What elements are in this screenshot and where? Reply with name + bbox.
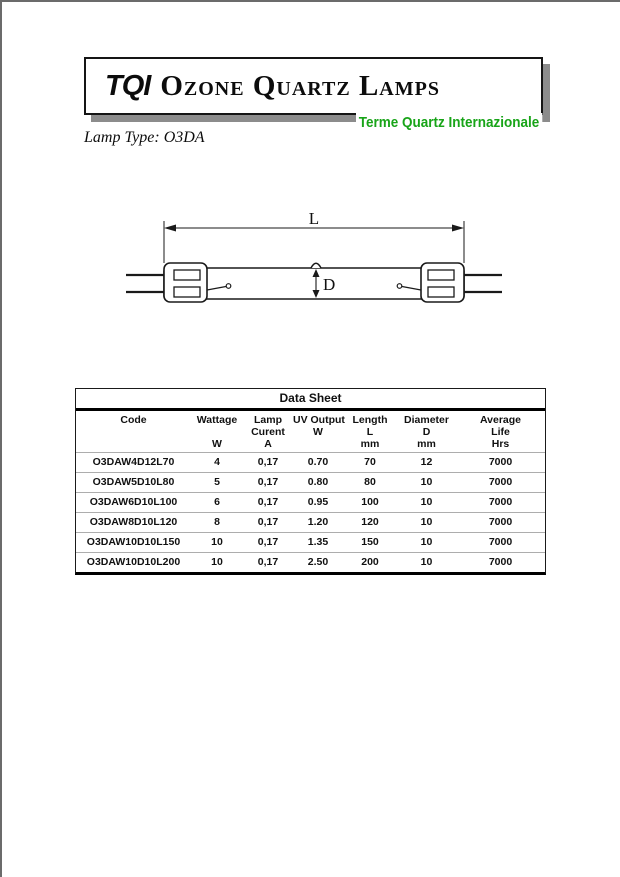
cell-code: O3DAW10D10L150 <box>86 536 181 548</box>
table-header-row <box>76 411 545 452</box>
seal-tip <box>311 263 321 268</box>
contact-right-bottom <box>428 287 454 297</box>
page-edge-top <box>0 0 620 2</box>
table-row: O3DAW10D10L200 10 0,17 2.50 200 10 7000 <box>76 552 545 572</box>
column-header-code: Code <box>120 414 147 426</box>
column-header-length: Length L mm <box>352 414 388 450</box>
data-sheet-table <box>75 388 546 575</box>
column-header-diameter: Diameter D mm <box>404 414 449 450</box>
cell-code: O3DAW8D10L120 <box>89 516 178 528</box>
electrode-left-tip <box>226 284 231 289</box>
column-header-wattage: Wattage W <box>196 414 238 450</box>
cell-code: O3DAW4D12L70 <box>92 456 175 468</box>
column-header-uv-output: UV Output W <box>293 414 345 438</box>
cell-code: O3DAW5D10L80 <box>92 476 175 488</box>
contact-left-bottom <box>174 287 200 297</box>
table-row: O3DAW8D10L120 8 0,17 1.20 120 10 7000 <box>76 512 545 532</box>
title-box <box>84 57 543 115</box>
brand-logo-tqi: TQI <box>105 69 151 102</box>
lamp-diagram <box>110 205 510 320</box>
length-arrow-left <box>164 225 176 232</box>
column-header-average-life: Average Life Hrs <box>479 414 522 450</box>
table-row: O3DAW6D10L100 6 0,17 0.95 100 10 7000 <box>76 492 545 512</box>
length-arrow-right <box>452 225 464 232</box>
table-row: O3DAW5D10L80 5 0,17 0.80 80 10 7000 <box>76 472 545 492</box>
electrode-right-tip <box>397 284 402 289</box>
table-title: Data Sheet <box>76 389 545 411</box>
page-title: Ozone Quartz Lamps <box>160 69 440 102</box>
contact-left-top <box>174 270 200 280</box>
table-row: O3DAW10D10L150 10 0,17 1.35 150 10 7000 <box>76 532 545 552</box>
column-header-lamp-current: Lamp Curent A <box>251 414 285 450</box>
cell-code: O3DAW6D10L100 <box>89 496 178 508</box>
length-dimension-label: L <box>308 209 320 228</box>
lamp-tube <box>164 268 464 299</box>
lamp-type-label: Lamp Type: O3DA <box>84 129 205 146</box>
diameter-dimension-label: D <box>323 275 336 294</box>
page-edge-left <box>0 0 2 877</box>
cell-code: O3DAW10D10L200 <box>86 556 181 568</box>
table-row: O3DAW4D12L70 4 0,17 0.70 70 12 7000 <box>76 452 545 472</box>
contact-right-top <box>428 270 454 280</box>
company-tagline: Terme Quartz Internazionale <box>356 113 542 132</box>
